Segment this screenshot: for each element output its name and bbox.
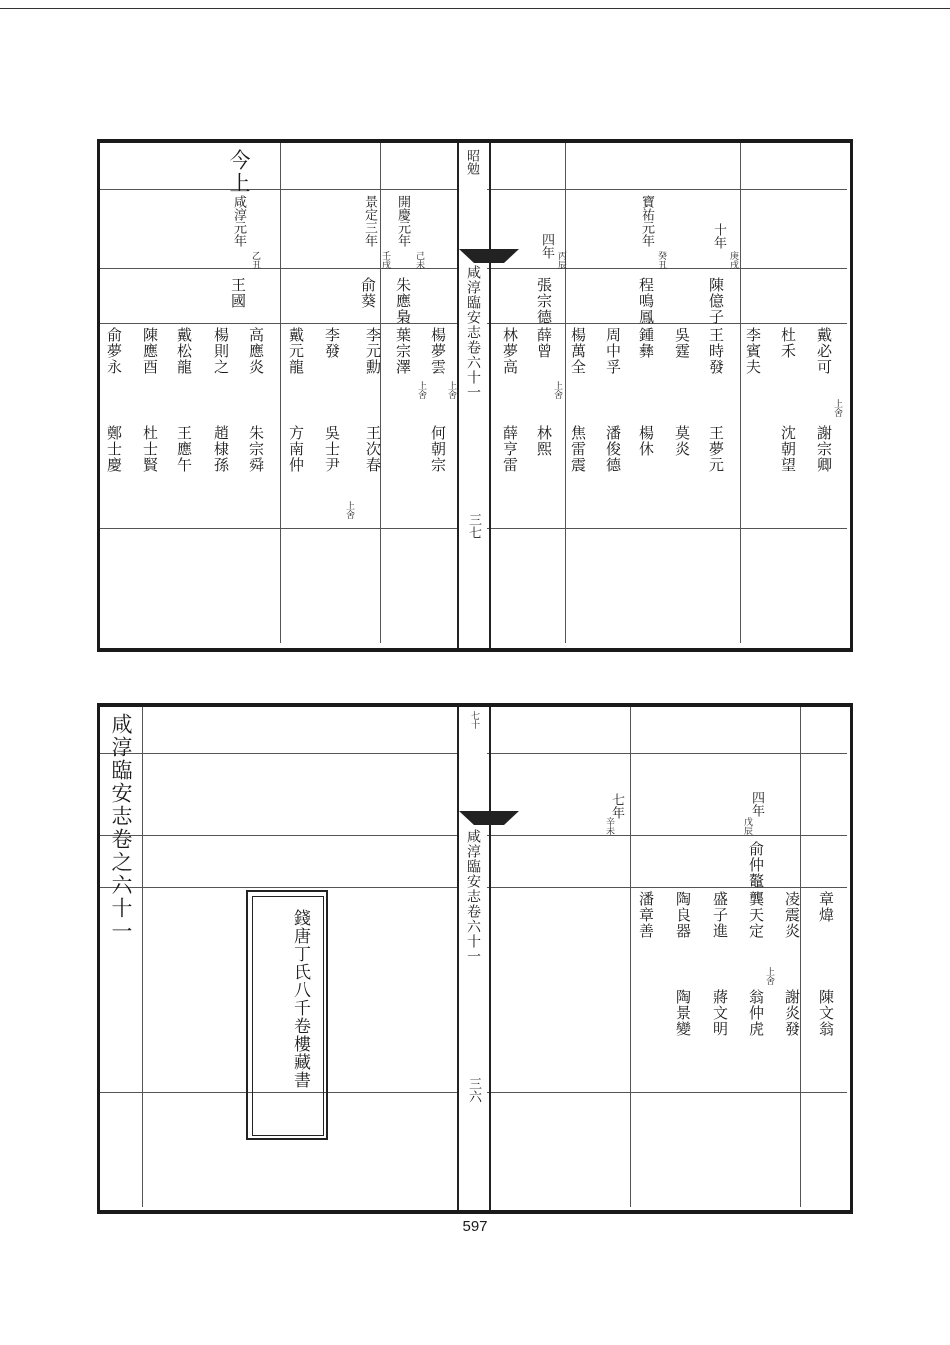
era-label: 七年 — [609, 793, 624, 819]
spine-title: 咸淳臨安志卷六十一 — [465, 829, 481, 964]
rule — [487, 528, 847, 529]
name: 楊夢雲 — [429, 327, 447, 375]
era-label: 四年 — [749, 791, 764, 817]
name: 薛亨雷 — [501, 425, 519, 473]
name: 方南仲 — [287, 425, 305, 473]
name: 俞葵 — [359, 277, 377, 309]
top-rule — [0, 8, 950, 9]
name: 程鳴鳳 — [637, 277, 655, 325]
name: 吳霆 — [673, 327, 691, 359]
rule — [630, 707, 631, 1207]
name: 楊萬全 — [569, 327, 587, 375]
rule — [487, 835, 847, 836]
name: 戴必可 — [815, 327, 833, 375]
spine — [457, 707, 491, 1210]
rule — [100, 835, 457, 836]
name: 何朝宗 — [429, 425, 447, 473]
rule — [487, 753, 847, 754]
folio-number: 三六 — [466, 1077, 481, 1103]
name: 陳文翁 — [817, 989, 835, 1037]
name: 王次春 — [364, 425, 382, 473]
note-shangshe: 上舍 — [552, 381, 562, 399]
name: 章煒 — [817, 891, 835, 923]
name: 陳應酉 — [141, 327, 159, 375]
rule — [800, 707, 801, 1207]
name: 潘章善 — [637, 891, 655, 939]
note-shangshe: 上舍 — [344, 501, 354, 519]
rule — [487, 268, 847, 269]
name: 沈朝望 — [779, 425, 797, 473]
corner-mark: 昭勉 — [464, 149, 479, 175]
ganzhi-label: 己未 — [414, 251, 424, 269]
name: 周中孚 — [604, 327, 622, 375]
rule — [142, 707, 143, 1207]
name: 李元勳 — [364, 327, 382, 375]
name: 陶良器 — [674, 891, 692, 939]
name: 戴松龍 — [175, 327, 193, 375]
ganzhi-label: 辛未 — [604, 817, 614, 835]
era-label: 寶祐元年 — [639, 195, 654, 247]
note-shangshe: 上舍 — [832, 399, 842, 417]
ganzhi-label: 庚戌 — [728, 251, 738, 269]
name: 吳士尹 — [323, 425, 341, 473]
rule — [565, 143, 566, 643]
name: 王國 — [229, 277, 247, 309]
name: 戴元龍 — [287, 327, 305, 375]
era-label: 咸淳元年 — [231, 195, 246, 247]
rule — [487, 1092, 847, 1093]
collector-seal — [246, 890, 328, 1140]
name: 楊則之 — [212, 327, 230, 375]
folio-number: 三七 — [466, 513, 481, 539]
rule — [100, 753, 457, 754]
name: 俞仲鼇 — [747, 841, 765, 889]
page-top — [97, 139, 853, 652]
spine — [457, 143, 491, 648]
volume-title: 咸淳臨安志卷之六十一 — [109, 713, 133, 943]
note-shangshe: 上舍 — [416, 381, 426, 399]
note-shangshe: 上舍 — [764, 967, 774, 985]
name: 張宗德 — [535, 277, 553, 325]
spine-title: 咸淳臨安志卷六十一 — [465, 265, 481, 400]
rule — [280, 143, 281, 643]
name: 陳億子 — [707, 277, 725, 325]
name: 潘俊德 — [604, 425, 622, 473]
name: 李發 — [323, 327, 341, 359]
name: 趙棣孫 — [212, 425, 230, 473]
seal-text: 錢唐丁氏八千卷樓藏書 — [290, 909, 310, 1089]
ganzhi-label: 癸丑 — [656, 251, 666, 269]
name: 林熙 — [535, 425, 553, 457]
name: 王時發 — [707, 327, 725, 375]
name: 朱應梟 — [394, 277, 412, 325]
note-shangshe: 上舍 — [446, 381, 456, 399]
rule — [100, 189, 457, 190]
name: 謝宗卿 — [815, 425, 833, 473]
ganzhi-label: 戊辰 — [742, 817, 752, 835]
corner-mark: 七十 — [469, 711, 479, 729]
name: 林夢高 — [501, 327, 519, 375]
page-number: 597 — [462, 1218, 488, 1235]
name: 鍾彝 — [637, 327, 655, 359]
name: 朱宗舜 — [247, 425, 265, 473]
fish-tail-mark — [459, 811, 519, 825]
name: 盛子進 — [711, 891, 729, 939]
rule — [100, 887, 457, 888]
name: 王夢元 — [707, 425, 725, 473]
name: 高應炎 — [247, 327, 265, 375]
name: 薛曾 — [535, 327, 553, 359]
name: 杜禾 — [779, 327, 797, 359]
rule — [380, 143, 381, 643]
name: 葉宗澤 — [394, 327, 412, 375]
name: 翁仲虎 — [747, 989, 765, 1037]
era-label: 四年 — [539, 233, 554, 259]
rule — [740, 143, 741, 643]
name: 凌震炎 — [783, 891, 801, 939]
name: 莫炎 — [673, 425, 691, 457]
name: 陶景變 — [674, 989, 692, 1037]
name: 楊休 — [637, 425, 655, 457]
era-label: 開慶元年 — [395, 195, 410, 247]
name: 俞夢永 — [105, 327, 123, 375]
name: 杜士賢 — [141, 425, 159, 473]
name: 李賓夫 — [744, 327, 762, 375]
era-label: 景定三年 — [362, 195, 377, 247]
rule — [487, 189, 847, 190]
ganzhi-label: 壬戌 — [380, 251, 390, 269]
name: 王應午 — [175, 425, 193, 473]
name: 蔣文明 — [711, 989, 729, 1037]
name: 謝炎發 — [783, 989, 801, 1037]
ganzhi-label: 乙丑 — [250, 251, 260, 269]
rule — [100, 528, 457, 529]
name: 焦雷震 — [569, 425, 587, 473]
page-bottom — [97, 703, 853, 1214]
fish-tail-mark — [459, 249, 519, 263]
header-jinshang: 今上 — [227, 149, 251, 195]
name: 龔天定 — [747, 891, 765, 939]
era-label: 十年 — [711, 223, 726, 249]
rule — [100, 268, 457, 269]
ganzhi-label: 丙辰 — [556, 251, 566, 269]
rule — [487, 887, 847, 888]
name: 鄭士慶 — [105, 425, 123, 473]
